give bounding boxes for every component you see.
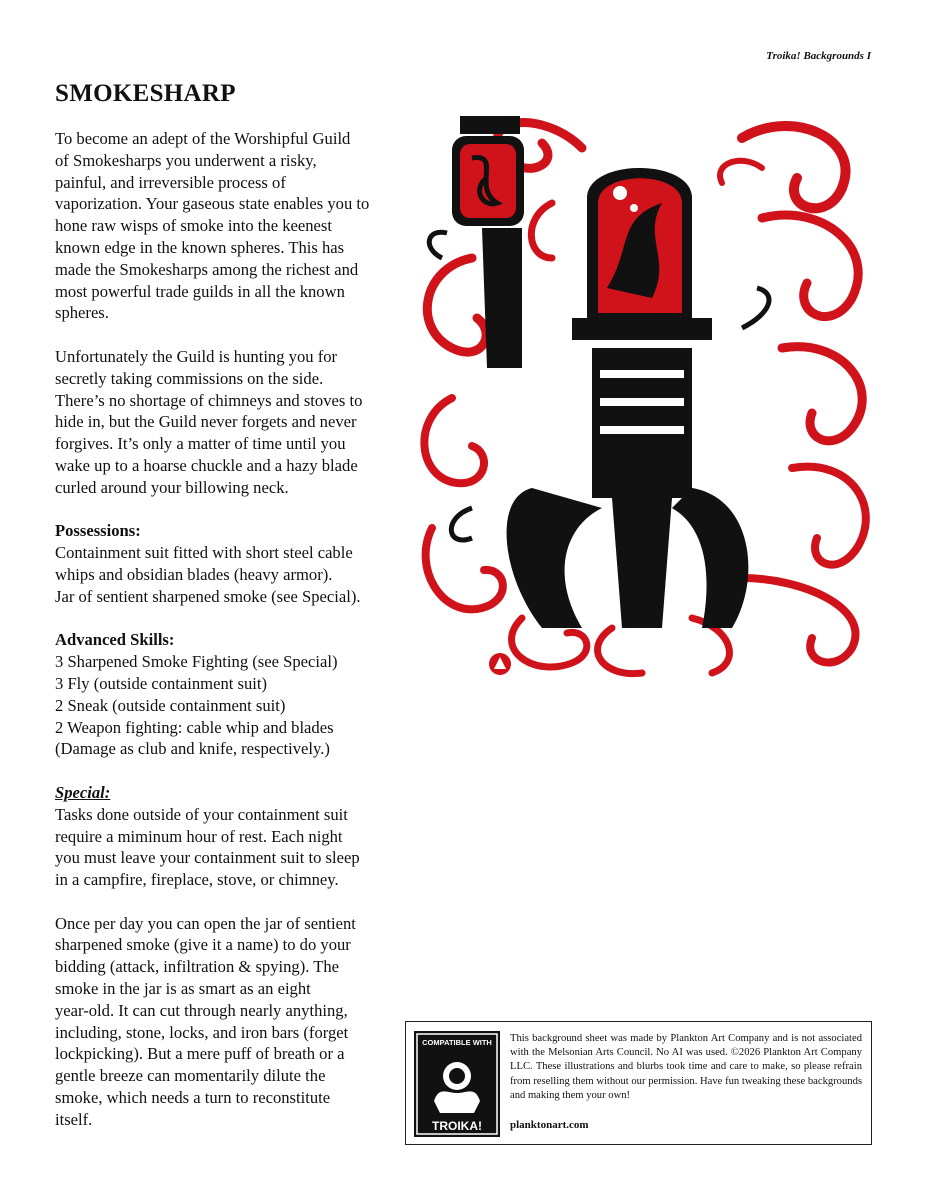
logo-top-text: COMPATIBLE WITH [422, 1038, 492, 1047]
text-line: painful, and irreversible process of [55, 172, 286, 192]
page-title: SMOKESHARP [55, 80, 236, 107]
text-line: of Smokesharps you underwent a risky, [55, 150, 317, 170]
possession-item: Containment suit fitted with short steel cable [55, 543, 353, 563]
credits-box [405, 1021, 872, 1145]
text-line: hone raw wisps of smoke into the keenest [55, 216, 332, 236]
special-heading: Special: [55, 782, 111, 802]
text-line: wake up to a hoarse chuckle and a hazy blade [55, 455, 358, 475]
jar-paragraph [55, 913, 400, 1131]
skills-section [55, 629, 400, 760]
credits-text: This background sheet was made by Plankton Art Company and is not associated with the Melsonian Arts Council. No AI was used. ©2026 Plankton Art Company LLC. These illustrations and blurbs took time and care to make, so please refrain from reselling them without our permission. Have fun tweaking these backgrounds and making them your own! [510, 1033, 862, 1101]
text-line: hide in, but the Guild never forgets and never [55, 412, 357, 432]
artist-mark-icon [489, 653, 511, 675]
possession-item: whips and obsidian blades (heavy armor). [55, 564, 333, 584]
text-line: Tasks done outside of your containment suit [55, 804, 348, 824]
intro-paragraph [55, 128, 400, 324]
text-line: forgives. It’s only a matter of time until you [55, 434, 346, 454]
hunted-paragraph [55, 346, 400, 499]
logo-bottom-text: TROIKA! [432, 1119, 482, 1133]
website-link[interactable]: planktonart.com [510, 1119, 589, 1131]
text-line: in a campfire, fireplace, stove, or chimney. [55, 870, 339, 890]
text-line: most powerful trade guilds in all the known [55, 281, 345, 301]
text-line: gentle breeze can momentarily dilute the [55, 1066, 326, 1086]
skill-item: 3 Fly (outside containment suit) [55, 673, 268, 693]
text-line: made the Smokesharps among the richest and [55, 259, 359, 279]
skill-item: 2 Weapon fighting: cable whip and blades [55, 717, 334, 737]
possessions-heading: Possessions: [55, 521, 141, 541]
possessions-section [55, 520, 400, 607]
text-line: vaporization. Your gaseous state enables you to [55, 194, 370, 214]
text-line: Unfortunately the Guild is hunting you for [55, 346, 338, 366]
text-line: sharpened smoke (give it a name) to do your [55, 935, 351, 955]
special-section [55, 782, 400, 891]
series-label: Troika! Backgrounds I [766, 50, 871, 62]
text-line: bidding (attack, infiltration & spying). The [55, 957, 340, 977]
text-line: curled around your billowing neck. [55, 477, 289, 497]
text-line: smoke in the jar is as smart as an eight [55, 979, 311, 999]
text-line: smoke, which needs a turn to reconstitute [55, 1088, 331, 1108]
text-line: itself. [55, 1109, 93, 1129]
text-line: Once per day you can open the jar of sentient [55, 913, 356, 933]
text-line: There’s no shortage of chimneys and stoves to [55, 390, 363, 410]
smoke-jar-icon [452, 116, 524, 226]
text-line: including, stone, locks, and iron bars (forget [55, 1022, 349, 1042]
text-line: you must leave your containment suit to sleep [55, 848, 360, 868]
text-line: spheres. [55, 303, 109, 323]
text-line: secretly taking commissions on the side. [55, 368, 324, 388]
text-line: require a miminum hour of rest. Each night [55, 826, 343, 846]
text-line: lockpicking). But a mere puff of breath or a [55, 1044, 345, 1064]
skills-heading: Advanced Skills: [55, 630, 175, 650]
possession-item: Jar of sentient sharpened smoke (see Special). [55, 586, 361, 606]
text-line: year-old. It can cut through nearly anything, [55, 1000, 348, 1020]
skill-item: (Damage as club and knife, respectively.) [55, 739, 330, 759]
text-line: To become an adept of the Worshipful Guild [55, 129, 351, 148]
skill-item: 3 Sharpened Smoke Fighting (see Special) [55, 652, 338, 672]
body-column [55, 128, 400, 1152]
skill-item: 2 Sneak (outside containment suit) [55, 695, 286, 715]
smokesharp-illustration [412, 108, 882, 678]
text-line: known edge in the known spheres. This has [55, 237, 345, 257]
compatible-with-troika-logo [414, 1031, 500, 1137]
containment-suit-figure-icon [429, 168, 769, 628]
